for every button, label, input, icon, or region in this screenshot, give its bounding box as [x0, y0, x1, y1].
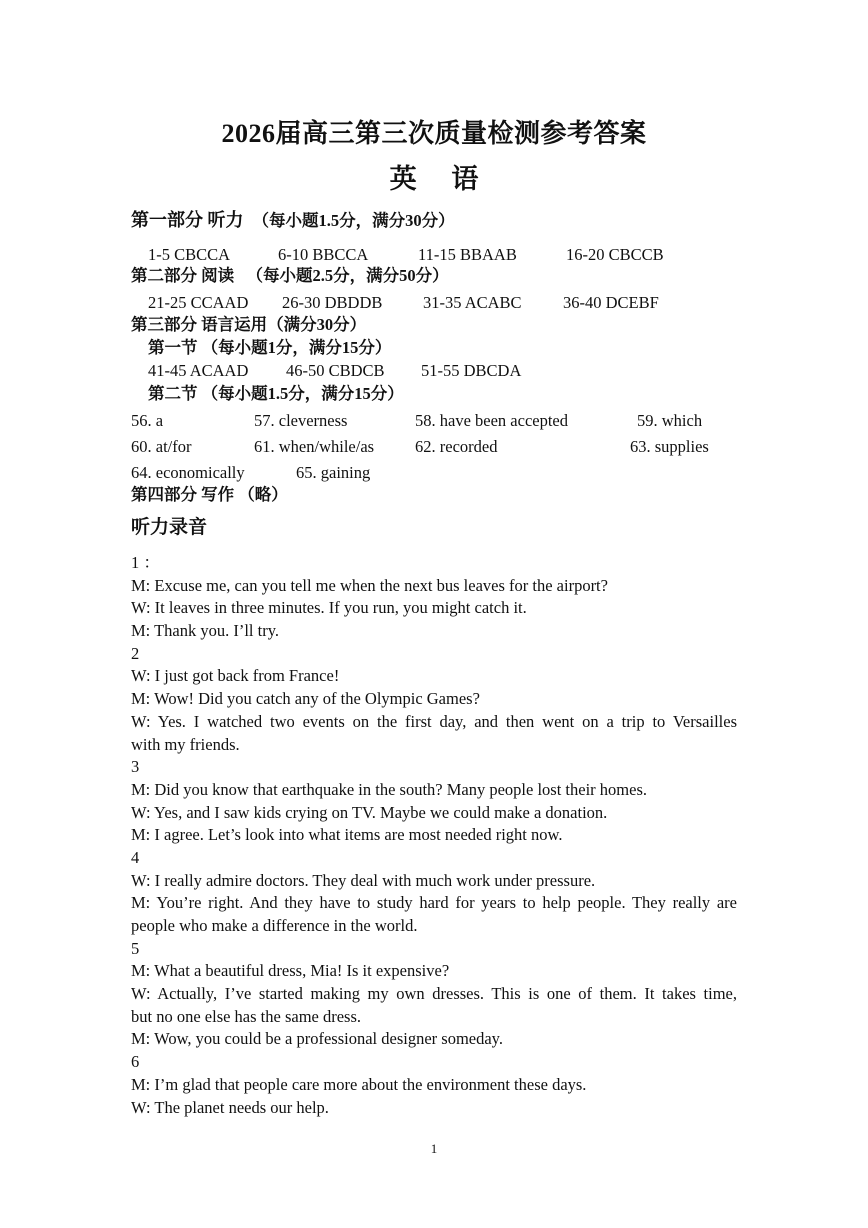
page-number: 1 [430, 1141, 438, 1156]
section2-answer: 59. which [637, 411, 703, 430]
part1-answer: 1-5 CBCCA [148, 245, 231, 264]
transcript-line: W: The planet needs our help. [131, 1097, 329, 1117]
section1-answer: 41-45 ACAAD [148, 361, 249, 380]
transcript-line: M: Excuse me, can you tell me when the next bus leaves for the airport? [131, 575, 608, 595]
part1-note: （每小题1.5分，满分30分） [252, 211, 455, 230]
section1-answer: 51-55 DBCDA [421, 361, 522, 380]
transcript-line: with my friends. [131, 734, 240, 754]
transcript-line: 2 [131, 643, 140, 663]
transcript-line: W: Actually, I’ve started making my own dresses. This is one of them. It takes time, [131, 984, 737, 1004]
document-title: 2026届高三第三次质量检测参考答案 [221, 119, 647, 148]
part2-answer: 36-40 DCEBF [563, 293, 659, 312]
section2-answer: 61. when/while/as [254, 437, 375, 456]
part3-heading: 第三部分 语言运用（满分30分） [131, 315, 367, 334]
transcript-line: M: Did you know that earthquake in the south? Many people lost their homes. [131, 779, 647, 799]
transcript-line: M: Wow, you could be a professional designer someday. [131, 1029, 503, 1049]
section2-answer: 57. cleverness [254, 411, 348, 430]
part3-section1-heading: 第一节 （每小题1分，满分15分） [148, 338, 392, 357]
part1-heading-line [131, 210, 455, 231]
section2-answer: 65. gaining [296, 463, 371, 482]
part2-answer: 21-25 CCAAD [148, 293, 249, 312]
transcript-line: M: I agree. Let’s look into what items are most needed right now. [131, 825, 563, 845]
transcript-line: 6 [131, 1052, 140, 1072]
transcript-line: W: I just got back from France! [131, 666, 340, 686]
transcript-line: 4 [131, 847, 140, 867]
part2-answer: 31-35 ACABC [423, 293, 522, 312]
section2-answer: 56. a [131, 411, 164, 430]
part4-heading: 第四部分 写作 （略） [131, 485, 288, 504]
transcript-line: W: Yes. I watched two events on the first day, and then went on a trip to Versailles [131, 711, 737, 731]
transcript-line: M: You’re right. And they have to study hard for years to help people. They really are [131, 893, 737, 913]
transcript-heading: 听力录音 [131, 517, 208, 538]
section2-answer: 58. have been accepted [415, 411, 568, 430]
transcript-line: 3 [131, 757, 140, 777]
part2-answer: 26-30 DBDDB [282, 293, 383, 312]
part2-heading-line [131, 266, 449, 286]
section2-answer: 60. at/for [131, 437, 192, 456]
transcript-line: people who make a difference in the world. [131, 916, 418, 935]
transcript-line: W: I really admire doctors. They deal with much work under pressure. [131, 870, 596, 890]
transcript-line: 5 [131, 938, 140, 958]
subject-title: 英 语 [389, 164, 493, 194]
part3-section2-heading: 第二节 （每小题1.5分，满分15分） [148, 384, 404, 403]
transcript-line: W: It leaves in three minutes. If you run, you might catch it. [131, 598, 527, 618]
part1-answer: 16-20 CBCCB [566, 245, 664, 264]
transcript-line: M: I’m glad that people care more about the environment these days. [131, 1074, 587, 1094]
transcript-line: W: Yes, and I saw kids crying on TV. Maybe we could make a donation. [131, 802, 608, 822]
part2-note: （每小题2.5分，满分50分） [246, 266, 449, 285]
section2-answer: 62. recorded [415, 437, 498, 456]
transcript-body [131, 552, 737, 1119]
transcript-line: M: Wow! Did you catch any of the Olympic Games? [131, 689, 480, 709]
transcript-line: M: Thank you. I’ll try. [131, 621, 280, 641]
part1-answer: 6-10 BBCCA [278, 245, 369, 264]
transcript-line: M: What a beautiful dress, Mia! Is it expensive? [131, 961, 450, 981]
part2-heading: 第二部分 阅读 [131, 266, 235, 285]
transcript-line: 1 ： [131, 553, 160, 572]
section2-answer: 63. supplies [630, 437, 709, 456]
section1-answer: 46-50 CBDCB [286, 361, 385, 380]
section2-answer: 64. economically [131, 463, 245, 482]
part1-heading: 第一部分 听力 [131, 210, 244, 230]
part1-answer: 11-15 BBAAB [418, 245, 517, 264]
transcript-line: but no one else has the same dress. [131, 1006, 362, 1026]
